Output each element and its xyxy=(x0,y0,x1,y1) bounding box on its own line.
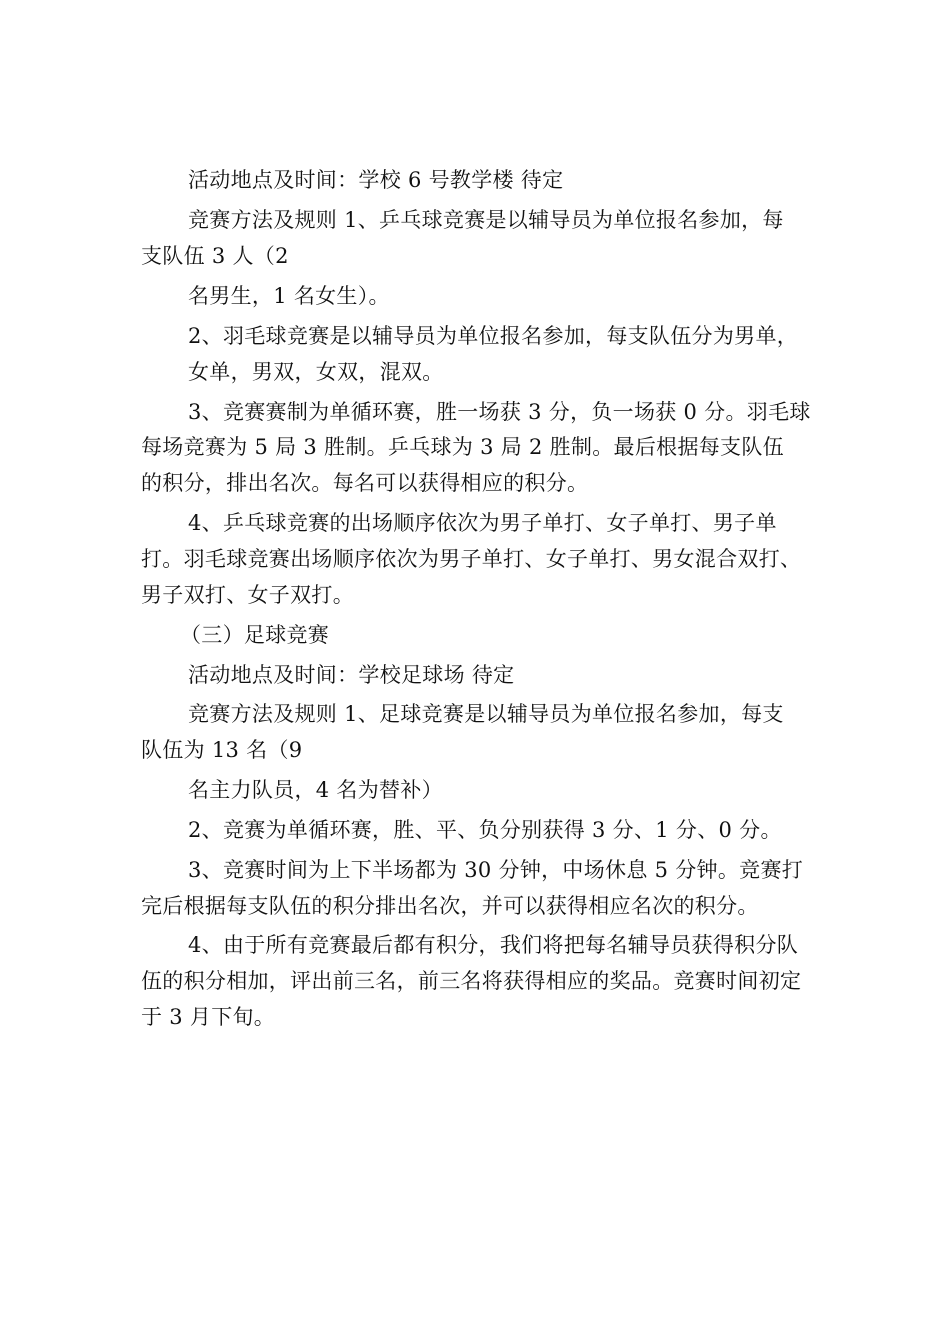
text-line: 竞赛方法及规则 1、乒乓球竞赛是以辅导员为单位报名参加，每 xyxy=(188,208,784,232)
text-line: 每场竞赛为 5 局 3 胜制。乒乓球为 3 局 2 胜制。最后根据每支队伍 xyxy=(141,435,784,459)
section-heading: （三）足球竞赛 xyxy=(180,623,330,647)
text-line: 打。羽毛球竞赛出场顺序依次为男子单打、女子单打、男女混合双打、 xyxy=(141,547,802,571)
text-line: 4、由于所有竞赛最后都有积分，我们将把每名辅导员获得积分队 xyxy=(188,933,799,957)
text-line: 竞赛方法及规则 1、足球竞赛是以辅导员为单位报名参加，每支 xyxy=(188,702,784,726)
text-line: 4、乒乓球竞赛的出场顺序依次为男子单打、女子单打、男子单 xyxy=(188,511,777,535)
text-line: 完后根据每支队伍的积分排出名次，并可以获得相应名次的积分。 xyxy=(141,894,759,918)
text-line: 3、竞赛赛制为单循环赛，胜一场获 3 分，负一场获 0 分。羽毛球 xyxy=(188,400,811,424)
text-line: 的积分，排出名次。每名可以获得相应的积分。 xyxy=(141,471,589,495)
text-line: 活动地点及时间：学校足球场 待定 xyxy=(188,663,515,687)
text-line: 3、竞赛时间为上下半场都为 30 分钟，中场休息 5 分钟。竞赛打 xyxy=(188,858,804,882)
text-line: 女单，男双，女双，混双。 xyxy=(188,360,444,384)
text-line: 名主力队员，4 名为替补） xyxy=(188,778,443,802)
text-line: 活动地点及时间：学校 6 号教学楼 待定 xyxy=(188,168,564,192)
text-line: 名男生，1 名女生）。 xyxy=(188,284,390,308)
text-line: 支队伍 3 人（2 xyxy=(141,244,289,268)
text-line: 2、竞赛为单循环赛，胜、平、负分别获得 3 分、1 分、0 分。 xyxy=(188,818,782,842)
text-line: 伍的积分相加，评出前三名，前三名将获得相应的奖品。竞赛时间初定 xyxy=(141,969,802,993)
text-line: 于 3 月下旬。 xyxy=(141,1005,276,1029)
text-line: 2、羽毛球竞赛是以辅导员为单位报名参加，每支队伍分为男单， xyxy=(188,324,799,348)
text-line: 队伍为 13 名（9 xyxy=(141,738,303,762)
text-line: 男子双打、女子双打。 xyxy=(141,583,354,607)
